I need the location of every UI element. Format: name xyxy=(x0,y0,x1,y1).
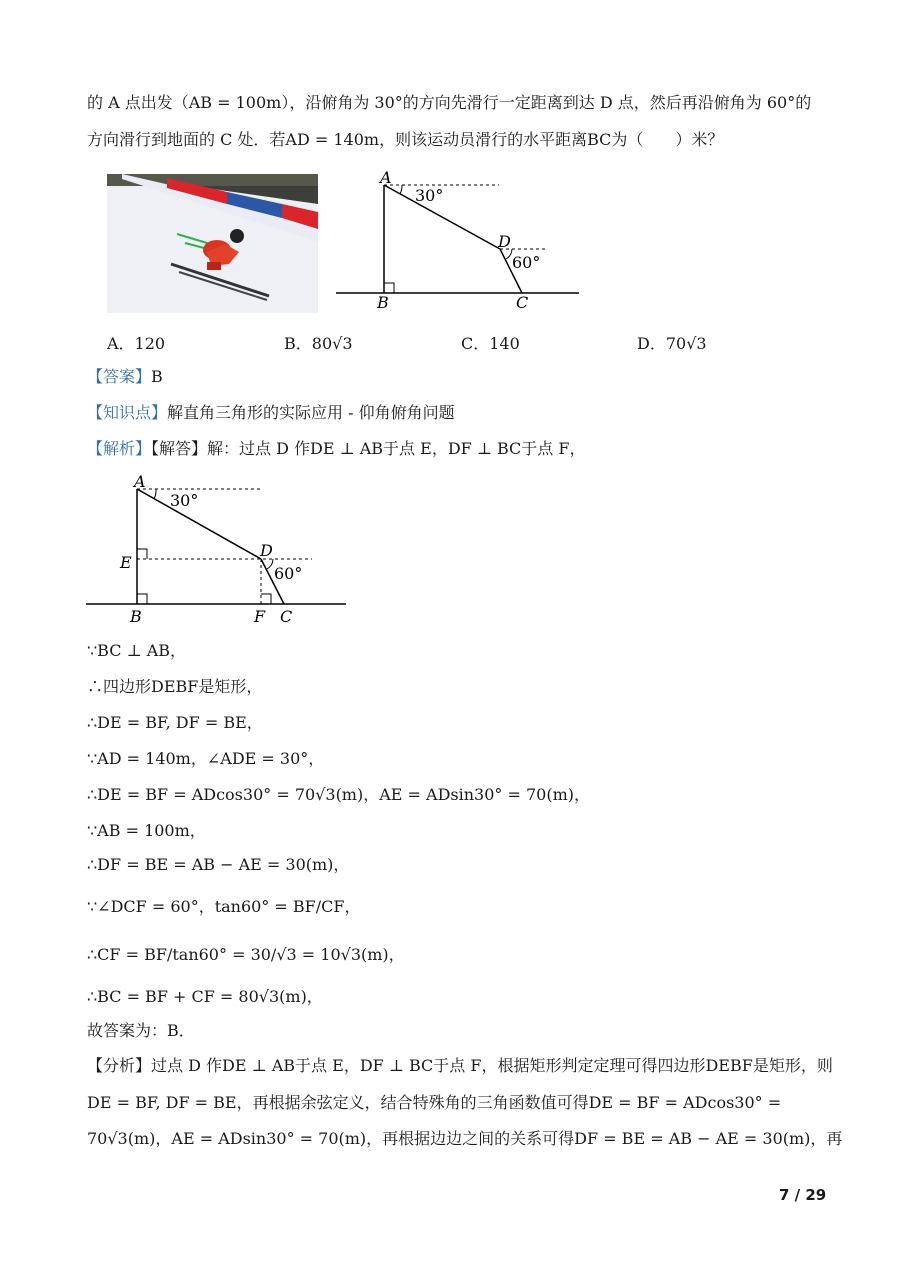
slope-diagram xyxy=(336,166,582,314)
label-d: D xyxy=(498,232,511,251)
label-d2: D xyxy=(260,541,273,560)
step-2: ∴四边形DEBF是矩形， xyxy=(87,677,263,696)
step-3: ∴DE = BF, DF = BE， xyxy=(87,713,263,732)
angle-30: 30° xyxy=(415,186,444,205)
label-c: C xyxy=(516,293,529,312)
step-6: ∵AB = 100m， xyxy=(87,821,206,840)
question-line-1: 的 A 点出发（AB = 100m），沿俯角为 30°的方向先滑行一定距离到达 D 点，然后再沿俯角为 60°的 xyxy=(87,93,812,112)
label-f2: F xyxy=(254,607,266,626)
step-9: ∴CF = BF/tan60° = 30/√3 = 10√3(m)， xyxy=(87,945,405,964)
knowledge-tag: 【知识点】 xyxy=(87,403,168,422)
option-b[interactable]: B．80√3 xyxy=(284,334,353,353)
answer-line xyxy=(87,366,163,388)
summary-line-3: 70√3(m)，AE = ADsin30° = 70(m)，再根据边边之间的关系可得DF = BE = AB − AE = 30(m)，再 xyxy=(87,1129,843,1148)
analysis-line xyxy=(87,438,585,460)
answer-value: B xyxy=(151,367,163,386)
label-c2: C xyxy=(280,607,293,626)
step-10: ∴BC = BF + CF = 80√3(m)， xyxy=(87,987,323,1006)
label-b: B xyxy=(377,293,389,312)
option-c[interactable]: C．140 xyxy=(461,334,520,353)
skier-photo xyxy=(107,174,318,313)
option-d[interactable]: D．70√3 xyxy=(637,334,707,353)
step-7: ∴DF = BE = AB − AE = 30(m)， xyxy=(87,855,350,874)
label-a2: A xyxy=(134,472,146,491)
summary-line-2: DE = BF, DF = BE，再根据余弦定义，结合特殊角的三角函数值可得DE = BF = ADcos30° = xyxy=(87,1093,782,1112)
option-a[interactable]: A．120 xyxy=(107,334,166,353)
knowledge-value: 解直角三角形的实际应用 - 仰角俯角问题 xyxy=(167,403,455,422)
summary-line-1 xyxy=(87,1055,833,1077)
knowledge-line xyxy=(87,402,455,424)
step-4: ∵AD = 140m，∠ADE = 30°， xyxy=(87,749,325,768)
step-11: 故答案为：B． xyxy=(87,1021,195,1040)
analysis-tag: 【解析】 xyxy=(87,439,152,458)
page-number: 7 / 29 xyxy=(779,1186,827,1204)
solution-diagram xyxy=(86,470,350,630)
step-5: ∴DE = BF = ADcos30° = 70√3(m)，AE = ADsin30° = 70(m)， xyxy=(87,785,591,804)
question-line-2: 方向滑行到地面的 C 处．若AD = 140m，则该运动员滑行的水平距离BC为（ ）米？ xyxy=(87,130,724,149)
label-e2: E xyxy=(120,553,132,572)
label-a: A xyxy=(380,168,392,187)
answer-tag: 【答案】 xyxy=(87,367,152,386)
summary-tag: 【分析】 xyxy=(87,1056,152,1075)
step-8: ∵∠DCF = 60°，tan60° = BF/CF， xyxy=(87,897,361,916)
analysis-value: 【解答】解：过点 D 作DE ⊥ AB于点 E，DF ⊥ BC于点 F， xyxy=(151,439,586,458)
label-b2: B xyxy=(130,607,142,626)
step-1: ∵BC ⊥ AB， xyxy=(87,641,187,660)
angle-30-2: 30° xyxy=(170,491,199,510)
summary-text-1: 过点 D 作DE ⊥ AB于点 E，DF ⊥ BC于点 F，根据矩形判定定理可得四边形DEBF是矩形，则 xyxy=(151,1056,833,1075)
angle-60-2: 60° xyxy=(274,564,303,583)
angle-60: 60° xyxy=(512,253,541,272)
